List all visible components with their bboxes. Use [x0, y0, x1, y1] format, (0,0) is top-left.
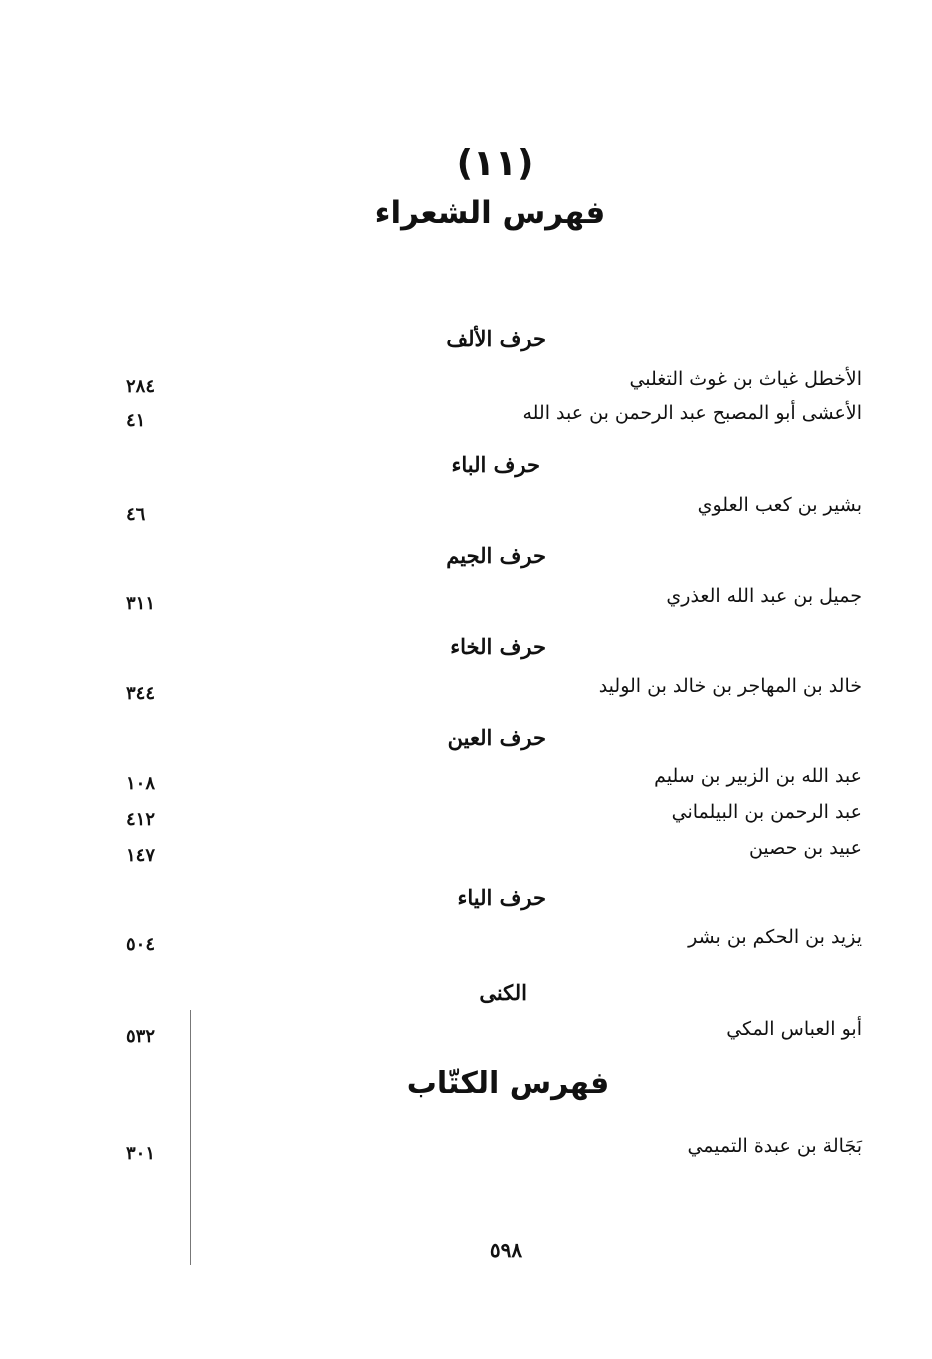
heading-ayn: حرف العين: [447, 725, 546, 750]
heading-kuna: الكنى: [479, 980, 527, 1005]
entry-name: بَجَالة بن عبدة التميمي: [687, 1135, 862, 1157]
entry-page: ١٤٧: [126, 845, 156, 866]
entry-page: ٢٨٤: [126, 376, 156, 397]
entry-page: ٥٣٢: [126, 1026, 156, 1047]
heading-alif: حرف الألف: [446, 326, 546, 351]
entry-page: ٥٠٤: [126, 934, 156, 955]
entry-name: بشير بن كعب العلوي: [697, 494, 862, 516]
heading-ba: حرف الباء: [451, 452, 540, 477]
entry-page: ٤١٢: [126, 809, 156, 830]
heading-kha: حرف الخاء: [450, 634, 546, 659]
entry-name: عبد الرحمن بن البيلماني: [671, 801, 862, 823]
heading-jim: حرف الجيم: [446, 543, 546, 568]
entry-page: ٣٠١: [126, 1143, 156, 1164]
entry-name: جميل بن عبد الله العذري: [666, 585, 862, 607]
entry-page: ٤٦: [126, 504, 146, 525]
entry-name: الأخطل غياث بن غوث التغلبي: [629, 368, 862, 390]
entry-page: ١٠٨: [126, 773, 156, 794]
entry-name: عبد الله بن الزبير بن سليم: [654, 765, 862, 787]
poets-index-title: فهرس الشعراء: [374, 195, 606, 231]
entry-name: خالد بن المهاجر بن خالد بن الوليد: [598, 675, 862, 697]
entry-page: ٣١١: [126, 593, 156, 614]
entry-name: أبو العباس المكي: [726, 1018, 862, 1040]
writers-index-title: فهرس الكتّاب: [406, 1066, 610, 1101]
entry-page: ٤١: [126, 410, 146, 431]
entry-name: يزيد بن الحكم بن بشر: [688, 926, 862, 948]
entry-name: عبيد بن حصين: [748, 837, 862, 859]
entry-page: ٣٤٤: [126, 683, 156, 704]
section-number: (١١): [456, 143, 534, 184]
heading-ya: حرف الياء: [457, 885, 546, 910]
margin-line: [190, 1010, 191, 1265]
page-number: ٥٩٨: [489, 1238, 523, 1262]
entry-name: الأعشى أبو المصبح عبد الرحمن بن عبد الله: [522, 402, 862, 424]
